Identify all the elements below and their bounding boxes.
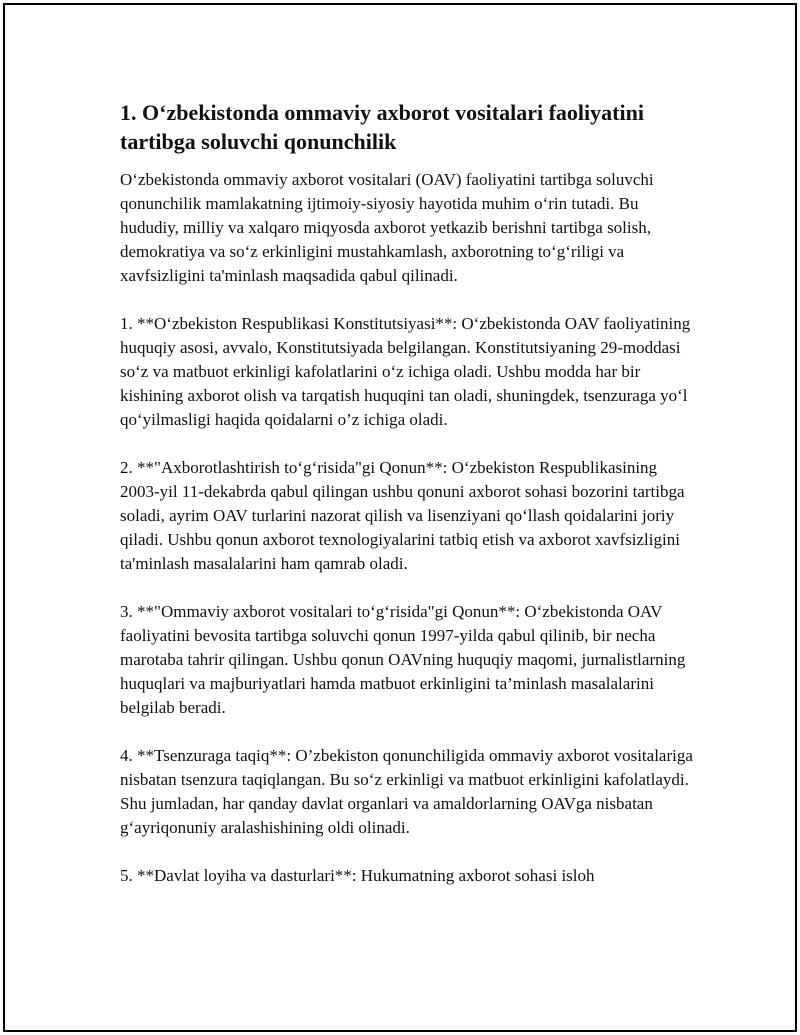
paragraph-state-programs: 5. **Davlat loyiha va dasturlari**: Hukumatning axborot sohasi isloh (120, 866, 595, 885)
document-page (3, 3, 797, 1032)
paragraph-constitution: 1. **O‘zbekiston Respublikasi Konstitutsiyasi**: O‘zbekistonda OAV faoliyatining huquqiy asosi, avvalo, Konstitutsiyada belgilangan. Konstitutsiyaning 29-moddasi so‘z va matbuot erkinligi kafolatlarini o‘z ichiga oladi. Ushbu modda har bir kishining axborot olish va tarqatish huquqini tan oladi, shuningdek, tsenzuraga yo‘l qo‘yilmasligi haqida qoidalarni o’z ichiga oladi. (120, 314, 691, 429)
paragraph-censorship-ban: 4. **Tsenzuraga taqiq**: O’zbekiston qonunchiligida ommaviy axborot vositalariga nisbatan tsenzura taqiqlangan. Bu so‘z erkinligi va matbuot erkinligini kafolatlaydi. Shu jumladan, har qanday davlat organlari va amaldorlarning OAVga nisbatan g‘ayriqonuniy aralashishining oldi olinadi. (120, 746, 693, 837)
paragraph-mass-media-law: 3. **"Ommaviy axborot vositalari to‘g‘risida"gi Qonun**: O‘zbekistonda OAV faoliyatini bevosita tartibga soluvchi qonun 1997-yilda qabul qilinib, bir necha marotaba tahrir qilingan. Ushbu qonun OAVning huquqiy maqomi, jurnalistlarning huquqlari va majburiyatlari hamda matbuot erkinligini ta’minlash masalalarini belgilab beradi. (120, 602, 686, 717)
paragraph-informatization-law: 2. **"Axborotlashtirish to‘g‘risida"gi Qonun**: O‘zbekiston Respublikasining 2003-yil 11-dekabrda qabul qilingan ushbu qonuni axborot sohasi bozorini tartibga soladi, ayrim OAV turlarini nazorat qilish va lisenziyani qo‘llash qoidalarini joriy qiladi. Ushbu qonun axborot texnologiyalarini tatbiq etish va axborot xavfsizligini ta'minlash masalalarini ham qamrab oladi. (120, 458, 685, 573)
document-body (120, 98, 700, 912)
section-heading: 1. O‘zbekistonda ommaviy axborot vositalari faoliyatini tartibga soluvchi qonunchilik (120, 100, 644, 154)
intro-paragraph: O‘zbekistonda ommaviy axborot vositalari (OAV) faoliyatini tartibga soluvchi qonunchilik mamlakatning ijtimoiy-siyosiy hayotida muhim o‘rin tutadi. Bu hududiy, milliy va xalqaro miqyosda axborot yetkazib berishni tartibga solish, demokratiya va so‘z erkinligini mustahkamlash, axborotning to‘g‘riligi va xavfsizligini ta'minlash maqsadida qabul qilinadi. (120, 170, 654, 285)
